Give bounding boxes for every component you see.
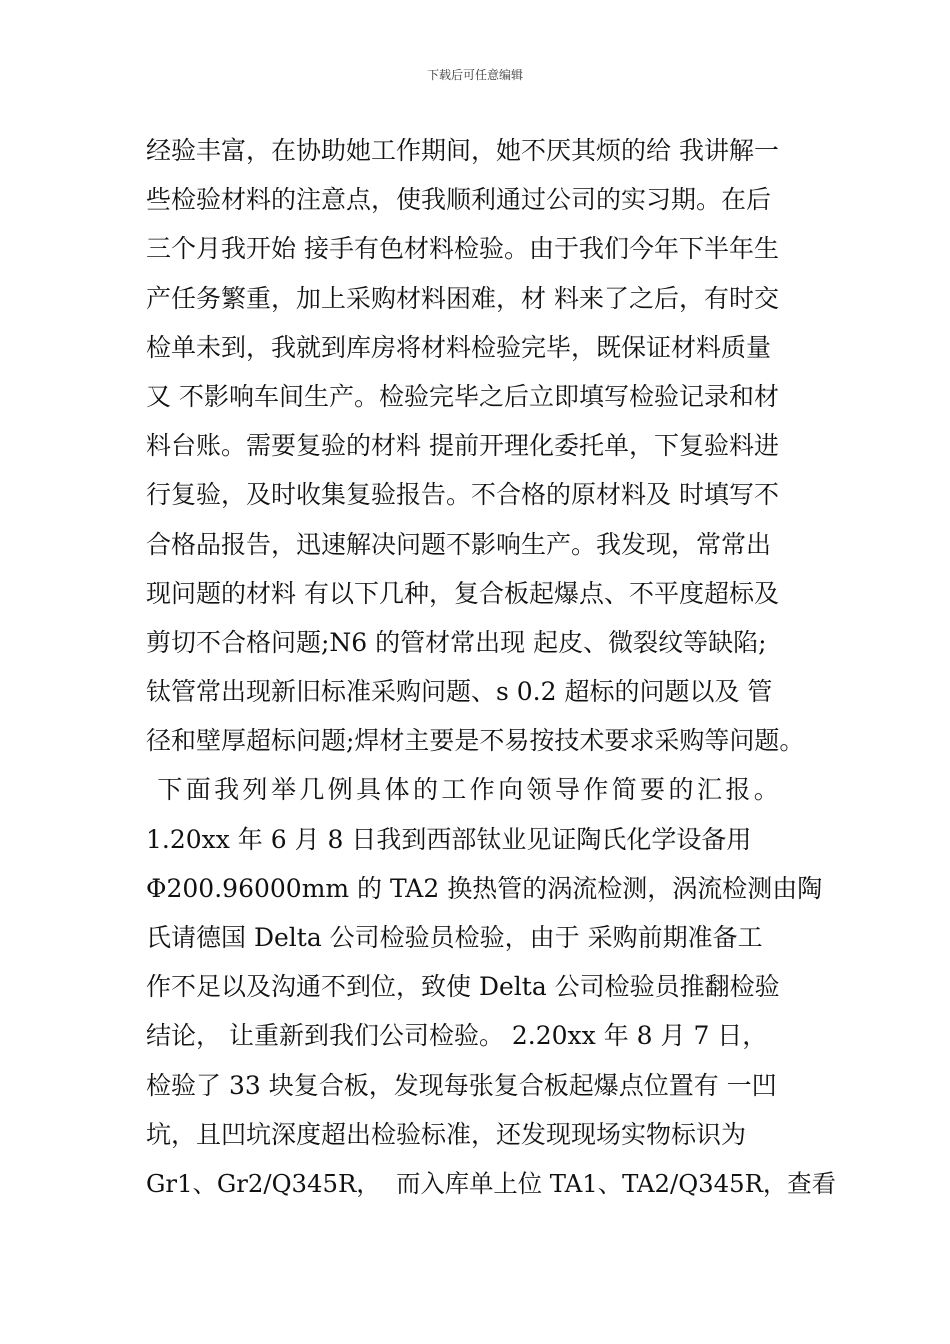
text-line: 合格品报告，迅速解决问题不影响生产。我发现，常常出 <box>146 529 772 559</box>
text-line: 检单未到，我就到库房将材料检验完毕，既保证材料质量 <box>146 332 772 362</box>
text-line: 氏请德国 Delta 公司检验员检验，由于 采购前期准备工 <box>146 923 763 952</box>
text-line: 检验了 33 块复合板，发现每张复合板起爆点位置有 一凹 <box>146 1070 777 1100</box>
text-line: 现问题的材料 有以下几种，复合板起爆点、不平度超标及 <box>146 578 779 608</box>
text-line: 又 不影响车间生产。检验完毕之后立即填写检验记录和材 <box>146 381 779 411</box>
text-line: 钛管常出现新旧标准采购问题、s 0.2 超标的问题以及 管 <box>146 677 773 707</box>
text-line: Φ200.96000mm 的 TA2 换热管的涡流检测，涡流检测由陶 <box>146 873 823 903</box>
text-line: 行复验，及时收集复验报告。不合格的原材料及 时填写不 <box>146 480 779 510</box>
text-line: 剪切不合格问题;N6 的管材常出现 起皮、微裂纹等缺陷; <box>146 627 767 657</box>
text-line: Gr1、Gr2/Q345R， 而入库单上位 TA1、TA2/Q345R，查看 <box>146 1168 836 1198</box>
document-body <box>146 126 836 1208</box>
text-line: 些检验材料的注意点，使我顺利通过公司的实习期。在后 <box>146 185 772 215</box>
text-line: 产任务繁重，加上采购材料困难，材 料来了之后，有时交 <box>146 283 779 313</box>
text-line: 作不足以及沟通不到位，致使 Delta 公司检验员推翻检验 <box>146 972 780 1002</box>
page-header: 下载后可任意编辑 <box>426 68 523 82</box>
text-line: 经验丰富，在协助她工作期间，她不厌其烦的给 我讲解一 <box>146 136 779 165</box>
text-line: 下面我列举几例具体的工作向领导作简要的汇报。 <box>146 775 783 805</box>
text-line: 结论， 让重新到我们公司检验。 2.20xx 年 8 月 7 日， <box>146 1021 768 1051</box>
text-line: 径和壁厚超标问题;焊材主要是不易按技术要求采购等问题。 <box>146 726 805 756</box>
text-line: 料台账。需要复验的材料 提前开理化委托单，下复验料进 <box>146 431 779 461</box>
text-line: 三个月我开始 接手有色材料检验。由于我们今年下半年生 <box>146 234 779 264</box>
text-line: 1.20xx 年 6 月 8 日我到西部钛业见证陶氏化学设备用 <box>146 824 752 854</box>
text-line: 坑，且凹坑深度超出检验标准，还发现现场实物标识为 <box>146 1119 747 1149</box>
